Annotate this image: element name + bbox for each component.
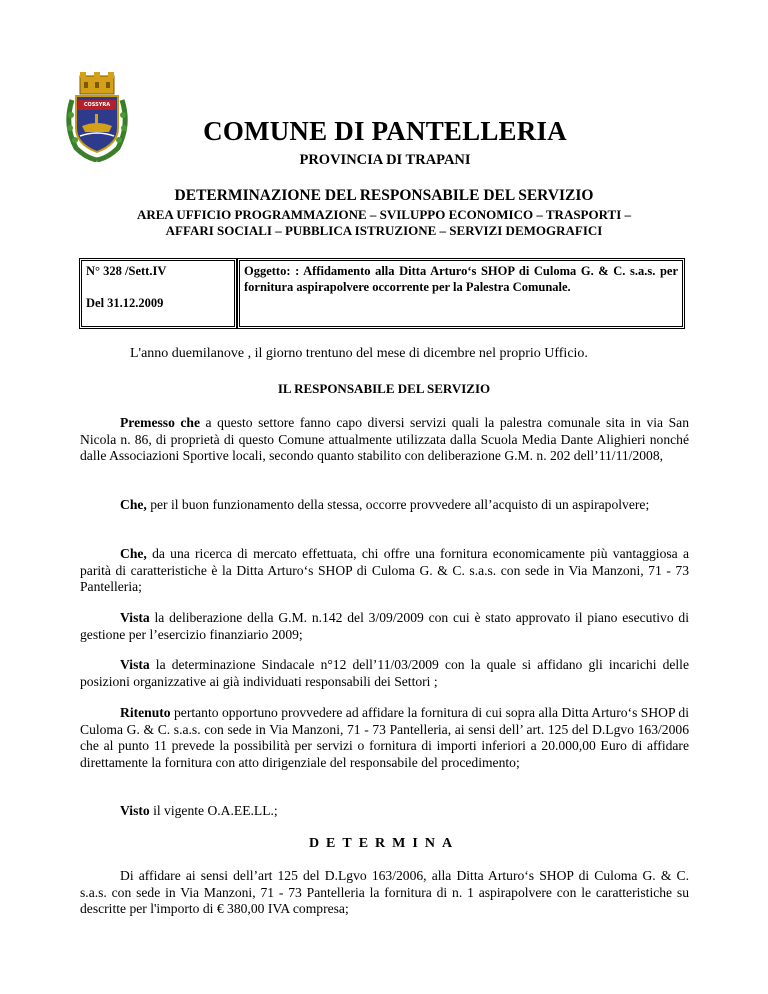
paragraph-che-2: [80, 546, 689, 596]
paragraph-text: a questo settore fanno capo diversi servizi quali la palestra comunale sita in via San Nicola n. 86, di proprietà di questo Comune attualmente utilizzata dalla Scuola Media Dante Alighieri nonché dalle Associazioni Sportive locali, secondo quanto stabilito con deliberazione G.M. n. 202 dell’11/11/2008,: [80, 415, 689, 463]
paragraph-lead: Che,: [120, 497, 147, 512]
paragraph-lead: Che,: [120, 546, 147, 561]
area-heading: [60, 207, 708, 239]
area-line-2: AFFARI SOCIALI – PUBBLICA ISTRUZIONE – SERVIZI DEMOGRAFICI: [165, 223, 603, 238]
crest-label: COSSYRA: [83, 102, 111, 108]
paragraph-visto: [80, 803, 689, 820]
paragraph-text: pertanto opportuno provvedere ad affidare la fornitura di cui sopra alla Ditta Arturo‘s SHOP di Culoma G. & C. s.a.s. con sede in Via Manzoni, 71 - 73 Pantelleria, ai sensi dell’ art. 125 del D.Lgvo 163/2006 che al punto 11 prevede la possibilità per servizi o fornitura di importi inferiori a 20.000,00 Euro di affidare direttamente la fornitura con atto dirigenziale del responsabile del procedimento;: [80, 705, 689, 770]
coat-of-arms-icon: [62, 70, 132, 162]
subject-box: [237, 258, 685, 329]
paragraph-text: Di affidare ai sensi dell’art 125 del D.Lgvo 163/2006, alla Ditta Arturo‘s SHOP di Culoma G. & C. s.a.s. con sede in Via Manzoni, 71 - 73 Pantelleria la fornitura di n. 1 aspirapolvere con le caratteristiche su descritte per l'importo di € 380,00 IVA compresa;: [80, 868, 689, 916]
paragraph-ritenuto: [80, 705, 689, 771]
area-line-1: AREA UFFICIO PROGRAMMAZIONE – SVILUPPO ECONOMICO – TRASPORTI –: [136, 207, 632, 222]
paragraph-text: da una ricerca di mercato effettuata, chi offre una fornitura economicamente più vantaggiosa a parità di caratteristiche è la Ditta Arturo‘s SHOP di Culoma G. & C. s.a.s. con sede in Via Manzoni, 71 - 73 Pantelleria;: [80, 546, 689, 594]
paragraph-lead: Vista: [120, 657, 150, 672]
paragraph-text: la deliberazione della G.M. n.142 del 3/09/2009 con cui è stato approvato il piano esecutivo di gestione per l’esercizio finanziario 2009;: [80, 610, 689, 642]
paragraph-vista-1: [80, 610, 689, 643]
paragraph-premesso: [80, 415, 689, 465]
intro-line: L'anno duemilanove , il giorno trentuno del mese di dicembre nel proprio Ufficio.: [130, 346, 588, 361]
paragraph-text: la determinazione Sindacale n°12 dell’11/03/2009 con la quale si affidano gli incarichi delle posizioni organizzative ai già individuati responsabili dei Settori ;: [80, 657, 689, 689]
paragraph-lead: Visto: [120, 803, 150, 818]
determination-date: Del 31.12.2009: [86, 296, 164, 310]
paragraph-text: per il buon funzionamento della stessa, occorre provvedere all’acquisto di un aspirapolvere;: [146, 497, 650, 512]
determination-number: N° 328 /Sett.IV: [86, 264, 167, 278]
responsible-heading: IL RESPONSABILE DEL SERVIZIO: [277, 381, 491, 396]
paragraph-lead: Premesso che: [120, 415, 201, 430]
subject-text: Oggetto: : Affidamento alla Ditta Arturo‘s SHOP di Culoma G. & C. s.a.s. per fornitura aspirapolvere occorrente per la Palestra Comunale.: [244, 264, 678, 294]
paragraph-lead: Ritenuto: [120, 705, 171, 720]
determination-title: DETERMINAZIONE DEL RESPONSABILE DEL SERVIZIO: [174, 187, 594, 204]
paragraph-che-1: [80, 497, 689, 514]
page-title: COMUNE DI PANTELLERIA: [203, 116, 567, 146]
paragraph-vista-2: [80, 657, 689, 690]
number-date-box: [79, 258, 237, 329]
determina-heading: DETERMINA: [308, 836, 460, 851]
province-subtitle: PROVINCIA DI TRAPANI: [299, 152, 471, 168]
paragraph-affidare: [80, 868, 689, 918]
paragraph-lead: Vista: [120, 610, 150, 625]
paragraph-text: il vigente O.A.EE.LL.;: [149, 803, 278, 818]
